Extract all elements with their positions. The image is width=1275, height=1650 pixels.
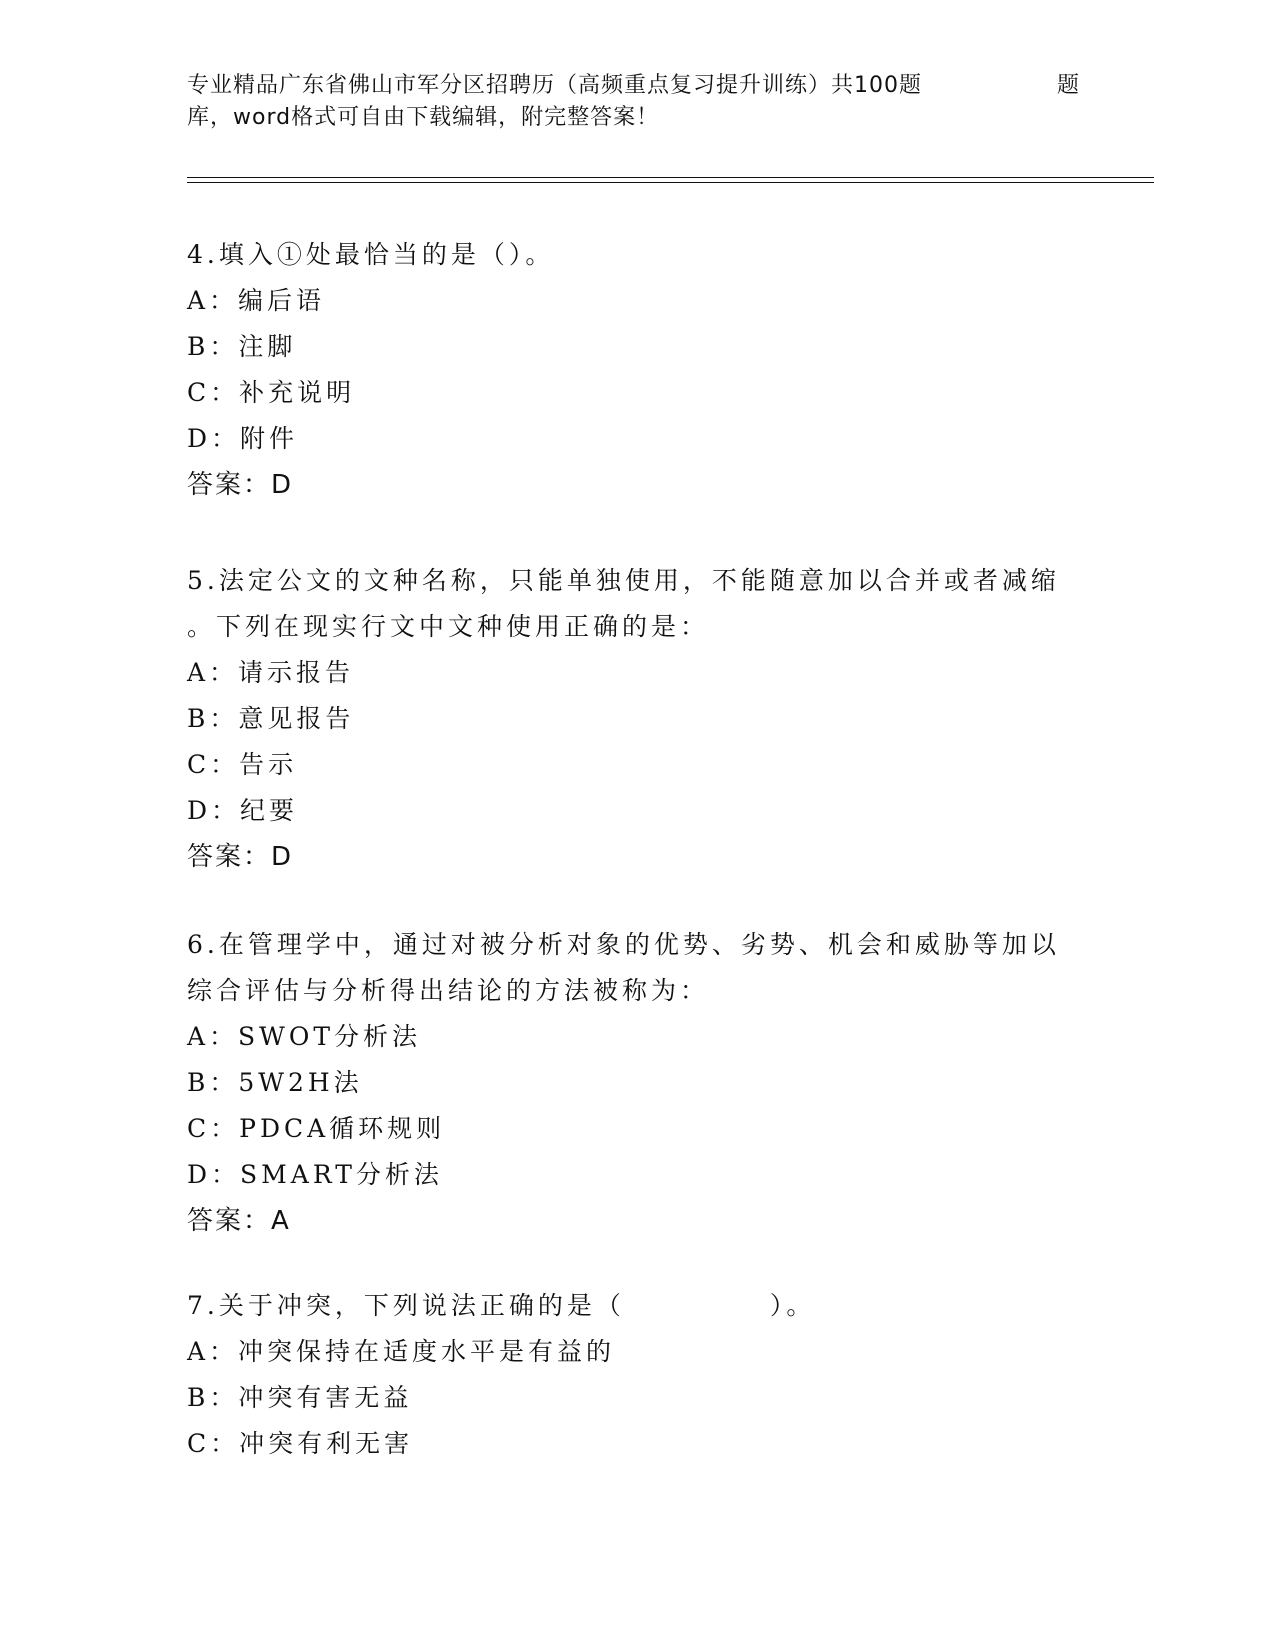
question-4 bbox=[187, 232, 1087, 508]
question-stem: 4.填入①处最恰当的是（）。 bbox=[187, 240, 555, 269]
option-c: C：告示 bbox=[187, 750, 298, 779]
answer-line: 答案：A bbox=[187, 1206, 291, 1236]
option-c: C：补充说明 bbox=[187, 378, 356, 407]
header-divider-bottom bbox=[187, 182, 1154, 183]
option-b: B：注脚 bbox=[187, 332, 297, 361]
header-title-tail: 题 bbox=[1057, 73, 1081, 98]
option-d: D：SMART分析法 bbox=[187, 1160, 443, 1189]
option-b: B：冲突有害无益 bbox=[187, 1383, 413, 1412]
answer-line: 答案：D bbox=[187, 842, 294, 872]
option-d: D：纪要 bbox=[187, 796, 299, 825]
option-d: D：附件 bbox=[187, 424, 299, 453]
header-divider-top bbox=[187, 177, 1154, 178]
document-header bbox=[187, 70, 1087, 134]
question-stem-line-2: 。下列在现实行文中文种使用正确的是： bbox=[187, 612, 710, 641]
question-stem-line-2: 综合评估与分析得出结论的方法被称为： bbox=[187, 976, 710, 1005]
option-b: B：意见报告 bbox=[187, 704, 355, 733]
header-title-text: 专业精品广东省佛山市军分区招聘历（高频重点复习提升训练）共100题 bbox=[187, 73, 922, 98]
answer-line: 答案：D bbox=[187, 470, 294, 500]
header-line-1 bbox=[187, 70, 1087, 102]
question-6 bbox=[187, 922, 1087, 1244]
option-a: A：SWOT分析法 bbox=[187, 1022, 422, 1051]
question-stem: 7.关于冲突，下列说法正确的是（ ）。 bbox=[187, 1291, 816, 1320]
question-stem-line-1: 6.在管理学中，通过对被分析对象的优势、劣势、机会和威胁等加以 bbox=[187, 930, 1060, 959]
header-line-2: 库，word格式可自由下载编辑，附完整答案！ bbox=[187, 105, 660, 130]
option-a: A：请示报告 bbox=[187, 658, 355, 687]
option-a: A：编后语 bbox=[187, 286, 326, 315]
question-7 bbox=[187, 1283, 1087, 1467]
question-5 bbox=[187, 558, 1087, 880]
question-stem-line-1: 5.法定公文的文种名称，只能单独使用，不能随意加以合并或者减缩 bbox=[187, 566, 1060, 595]
option-c: C：PDCA循环规则 bbox=[187, 1114, 446, 1143]
option-c: C：冲突有利无害 bbox=[187, 1429, 414, 1458]
option-a: A：冲突保持在适度水平是有益的 bbox=[187, 1337, 616, 1366]
option-b: B：5W2H法 bbox=[187, 1068, 363, 1097]
